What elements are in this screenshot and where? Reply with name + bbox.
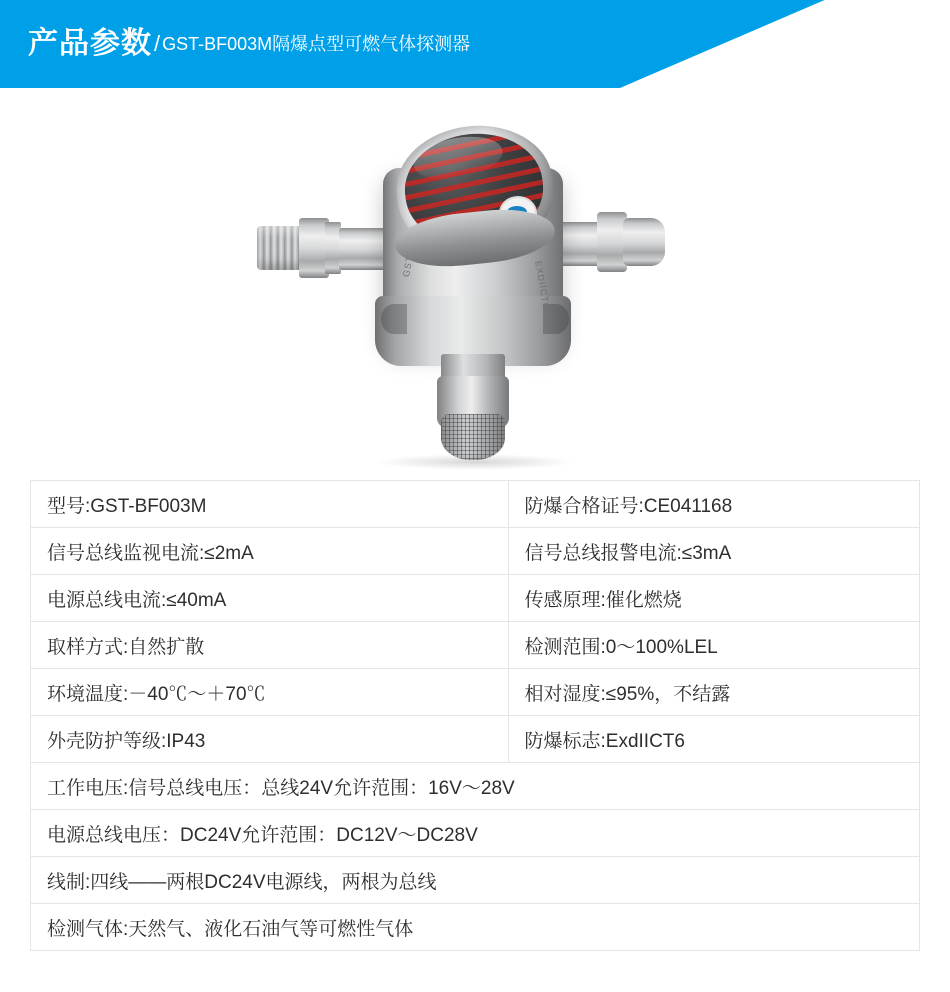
table-row bbox=[31, 669, 920, 716]
spec-cell: 传感原理:催化燃烧 bbox=[508, 575, 920, 622]
table-row bbox=[31, 763, 920, 810]
page-header bbox=[0, 0, 950, 88]
spec-cell: 电源总线电流:≤40mA bbox=[31, 575, 509, 622]
spec-cell: 取样方式:自然扩散 bbox=[31, 622, 509, 669]
housing-marking-text: EXDIICT6 bbox=[533, 260, 552, 310]
table-row bbox=[31, 575, 920, 622]
spec-cell: 检测气体:天然气、液化石油气等可燃性气体 bbox=[31, 904, 920, 951]
specification-table-body bbox=[31, 481, 920, 951]
spec-cell: 信号总线报警电流:≤3mA bbox=[508, 528, 920, 575]
table-row bbox=[31, 904, 920, 951]
spec-cell: 电源总线电压：DC24V允许范围：DC12V～DC28V bbox=[31, 810, 920, 857]
specification-table bbox=[30, 480, 920, 951]
spec-cell: 线制:四线——两根DC24V电源线，两根为总线 bbox=[31, 857, 920, 904]
table-row bbox=[31, 857, 920, 904]
header-title-group bbox=[28, 0, 470, 88]
housing-notch-left bbox=[381, 304, 407, 334]
table-row bbox=[31, 716, 920, 763]
table-row bbox=[31, 481, 920, 528]
spec-cell: 防爆合格证号:CE041168 bbox=[508, 481, 920, 528]
title-separator: / bbox=[154, 31, 161, 56]
table-row bbox=[31, 622, 920, 669]
spec-cell: 工作电压:信号总线电压：总线24V允许范围：16V～28V bbox=[31, 763, 920, 810]
page-title: 产品参数 bbox=[28, 27, 152, 60]
specification-section bbox=[30, 478, 920, 951]
spec-cell: 相对湿度:≤95%，不结露 bbox=[508, 669, 920, 716]
right-end-cap-icon bbox=[623, 218, 665, 266]
product-image-area bbox=[0, 88, 950, 478]
table-row bbox=[31, 810, 920, 857]
spec-cell: 环境温度:－40℃～＋70℃ bbox=[31, 669, 509, 716]
product-shadow bbox=[375, 454, 575, 470]
spec-cell: 防爆标志:ExdIICT6 bbox=[508, 716, 920, 763]
table-row bbox=[31, 528, 920, 575]
spec-cell: 信号总线监视电流:≤2mA bbox=[31, 528, 509, 575]
product-photo-detector bbox=[255, 108, 675, 468]
spec-cell: 外壳防护等级:IP43 bbox=[31, 716, 509, 763]
spec-cell: 检测范围:0～100%LEL bbox=[508, 622, 920, 669]
page-subtitle: GST-BF003M隔爆点型可燃气体探测器 bbox=[162, 33, 471, 54]
left-thread-fitting-icon bbox=[257, 226, 305, 270]
spec-cell: 型号:GST-BF003M bbox=[31, 481, 509, 528]
